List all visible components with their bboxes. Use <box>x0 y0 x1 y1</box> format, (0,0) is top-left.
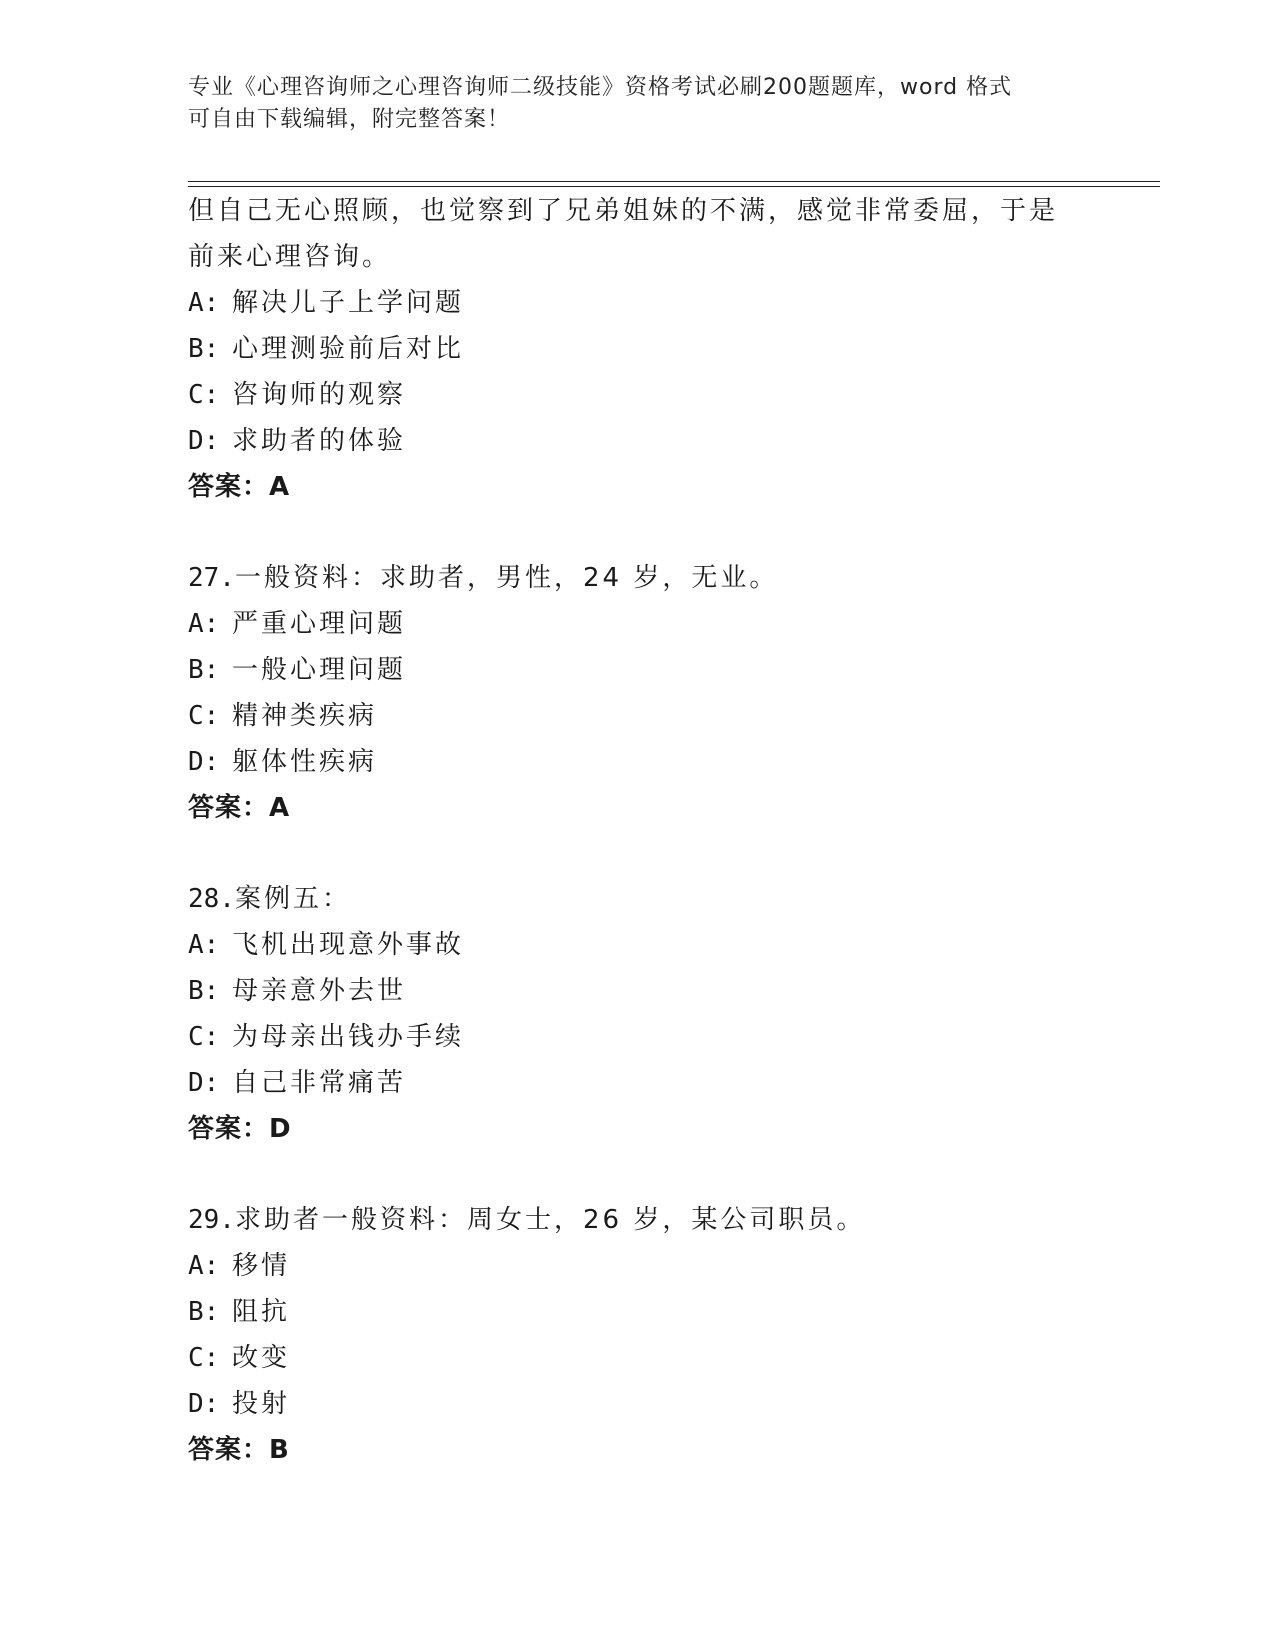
answer-line: 答案：A <box>188 793 291 823</box>
option-a <box>188 1243 1088 1289</box>
option-text: 移情 <box>232 1251 291 1281</box>
option-label: A: <box>188 288 220 318</box>
option-text: 飞机出现意外事故 <box>232 930 465 960</box>
option-label: C: <box>188 701 220 731</box>
spacer <box>188 510 1088 555</box>
question-29 <box>188 1197 1088 1473</box>
question-text: 案例五： <box>234 884 351 914</box>
option-label: D: <box>188 1068 220 1098</box>
stem-continuation-line-1: 但自己无心照顾，也觉察到了兄弟姐妹的不满，感觉非常委屈，于是 <box>188 196 1059 226</box>
option-d <box>188 1381 1088 1427</box>
option-label: C: <box>188 1022 220 1052</box>
option-a <box>188 280 1088 326</box>
option-label: D: <box>188 426 220 456</box>
answer-line: 答案：A <box>188 472 291 502</box>
option-text: 母亲意外去世 <box>232 976 407 1006</box>
question-content <box>188 188 1088 1473</box>
option-label: D: <box>188 747 220 777</box>
answer-line: 答案：B <box>188 1435 290 1465</box>
option-text: 自己非常痛苦 <box>232 1068 407 1098</box>
option-text: 咨询师的观察 <box>232 380 407 410</box>
option-label: C: <box>188 380 220 410</box>
question-number: 27. <box>188 563 235 593</box>
option-b <box>188 968 1088 1014</box>
continued-question <box>188 188 1088 510</box>
option-label: B: <box>188 976 220 1006</box>
option-text: 一般心理问题 <box>232 655 407 685</box>
spacer <box>188 1152 1088 1197</box>
option-text: 心理测验前后对比 <box>232 334 465 364</box>
question-28 <box>188 876 1088 1152</box>
question-text: 求助者一般资料：周女士，26 岁，某公司职员。 <box>234 1205 866 1235</box>
option-b <box>188 647 1088 693</box>
option-text: 为母亲出钱办手续 <box>232 1022 465 1052</box>
option-text: 改变 <box>232 1343 291 1373</box>
option-text: 求助者的体验 <box>232 426 407 456</box>
option-text: 精神类疾病 <box>232 701 378 731</box>
option-label: B: <box>188 1297 220 1327</box>
option-text: 阻抗 <box>232 1297 291 1327</box>
option-text: 严重心理问题 <box>232 609 407 639</box>
header-divider-bottom <box>188 186 1160 187</box>
stem-continuation-line-2: 前来心理咨询。 <box>188 242 392 272</box>
option-a <box>188 601 1088 647</box>
question-stem <box>188 1197 1088 1243</box>
header-line-2: 可自由下载编辑，附完整答案！ <box>188 107 511 132</box>
option-c <box>188 372 1088 418</box>
option-label: A: <box>188 1251 220 1281</box>
option-label: A: <box>188 930 220 960</box>
header-divider-top <box>188 181 1160 182</box>
option-d <box>188 1060 1088 1106</box>
header-line-1: 专业《心理咨询师之心理咨询师二级技能》资格考试必刷200题题库，word 格式 <box>188 75 1013 100</box>
option-label: B: <box>188 334 220 364</box>
option-label: A: <box>188 609 220 639</box>
option-c <box>188 693 1088 739</box>
option-d <box>188 739 1088 785</box>
document-header <box>188 72 1088 136</box>
option-label: B: <box>188 655 220 685</box>
option-c <box>188 1335 1088 1381</box>
option-c <box>188 1014 1088 1060</box>
option-text: 躯体性疾病 <box>232 747 378 777</box>
option-a <box>188 922 1088 968</box>
question-text: 一般资料：求助者，男性，24 岁，无业。 <box>234 563 779 593</box>
option-d <box>188 418 1088 464</box>
spacer <box>188 831 1088 876</box>
question-stem <box>188 876 1088 922</box>
option-b <box>188 1289 1088 1335</box>
option-label: D: <box>188 1389 220 1419</box>
question-number: 28. <box>188 884 235 914</box>
option-b <box>188 326 1088 372</box>
question-stem <box>188 555 1088 601</box>
option-text: 解决儿子上学问题 <box>232 288 465 318</box>
question-27 <box>188 555 1088 831</box>
answer-line: 答案：D <box>188 1114 292 1144</box>
option-label: C: <box>188 1343 220 1373</box>
question-number: 29. <box>188 1205 235 1235</box>
option-text: 投射 <box>232 1389 291 1419</box>
